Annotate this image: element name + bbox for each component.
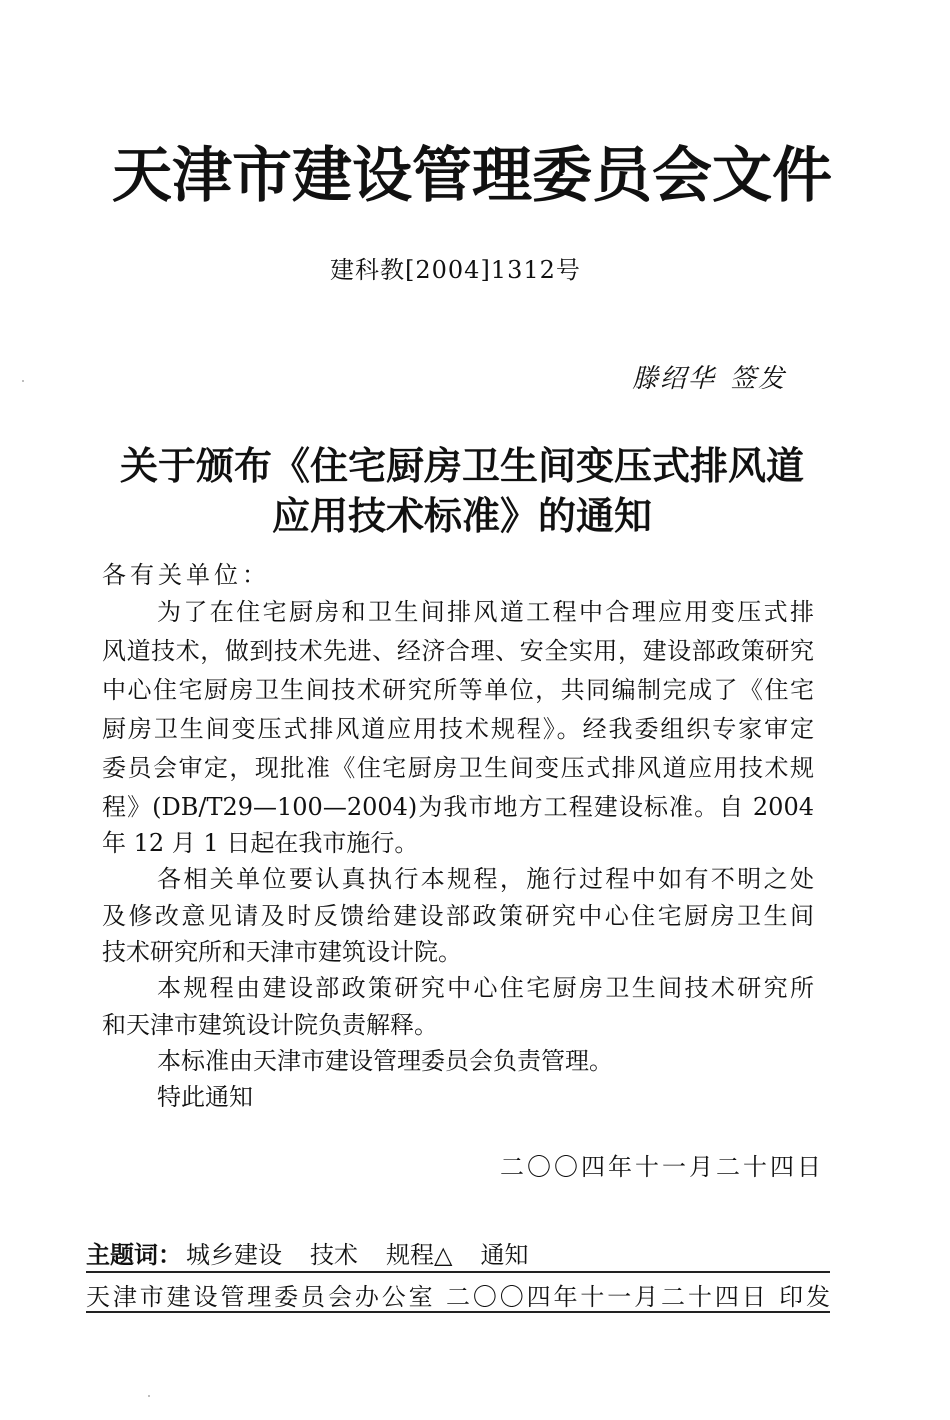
- body-line: 技术研究所和天津市建筑设计院。: [102, 938, 462, 966]
- body-line: 本标准由天津市建设管理委员会负责管理。: [157, 1047, 613, 1075]
- keyword: 通知: [480, 1241, 529, 1269]
- body-line: 为了在住宅厨房和卫生间排风道工程中合理应用变压式排: [157, 598, 814, 626]
- keyword: 技术: [310, 1241, 358, 1269]
- body-line: 年 12 月 1 日起在我市施行。: [102, 829, 419, 857]
- body-line: 及修改意见请及时反馈给建设部政策研究中心住宅厨房卫生间: [102, 902, 814, 930]
- body-line: 和天津市建筑设计院负责解释。: [102, 1011, 438, 1039]
- salutation: 各有关单位：: [102, 561, 270, 589]
- notice-date: 二〇〇四年十一月二十四日: [500, 1153, 824, 1181]
- issuer: 天津市建设管理委员会办公室: [86, 1283, 436, 1311]
- issue-action: 印发: [779, 1283, 830, 1311]
- body-line: 特此通知: [157, 1083, 253, 1111]
- document-title: 天津市建设管理委员会文件: [112, 141, 832, 211]
- notice-heading-line-1: 关于颁布《住宅厨房卫生间变压式排风道: [120, 443, 805, 488]
- body-line: 风道技术，做到技术先进、经济合理、安全实用，建设部政策研究: [102, 637, 814, 665]
- body-line: 各相关单位要认真执行本规程，施行过程中如有不明之处: [157, 865, 814, 893]
- keyword: 规程△: [386, 1241, 453, 1269]
- signer: [632, 358, 786, 395]
- signer-action: 签发: [730, 364, 787, 394]
- body-line: 本规程由建设部政策研究中心住宅厨房卫生间技术研究所: [157, 974, 814, 1002]
- notice-heading-line-2: 应用技术标准》的通知: [272, 493, 653, 538]
- scan-speck: [22, 380, 24, 382]
- signer-name: 滕绍华: [632, 364, 717, 394]
- body-line: 中心住宅厨房卫生间技术研究所等单位，共同编制完成了《住宅: [102, 676, 814, 704]
- body-line: 程》(DB/T29—100—2004)为我市地方工程建设标准。自 2004: [102, 793, 814, 821]
- issue-date: 二〇〇四年十一月二十四日: [446, 1283, 769, 1311]
- keywords-row: [86, 1235, 528, 1270]
- body-line: 厨房卫生间变压式排风道应用技术规程》。经我委组织专家审定: [102, 715, 814, 743]
- issuer-row: [86, 1277, 830, 1312]
- scan-speck: [148, 1395, 150, 1397]
- document-number: 建科教[2004]1312号: [330, 256, 581, 284]
- divider-bottom: [86, 1311, 830, 1313]
- body-line: 委员会审定，现批准《住宅厨房卫生间变压式排风道应用技术规: [102, 754, 814, 782]
- keyword: 城乡建设: [186, 1241, 282, 1269]
- keywords-label: 主题词：: [86, 1240, 182, 1269]
- divider-top: [86, 1271, 830, 1273]
